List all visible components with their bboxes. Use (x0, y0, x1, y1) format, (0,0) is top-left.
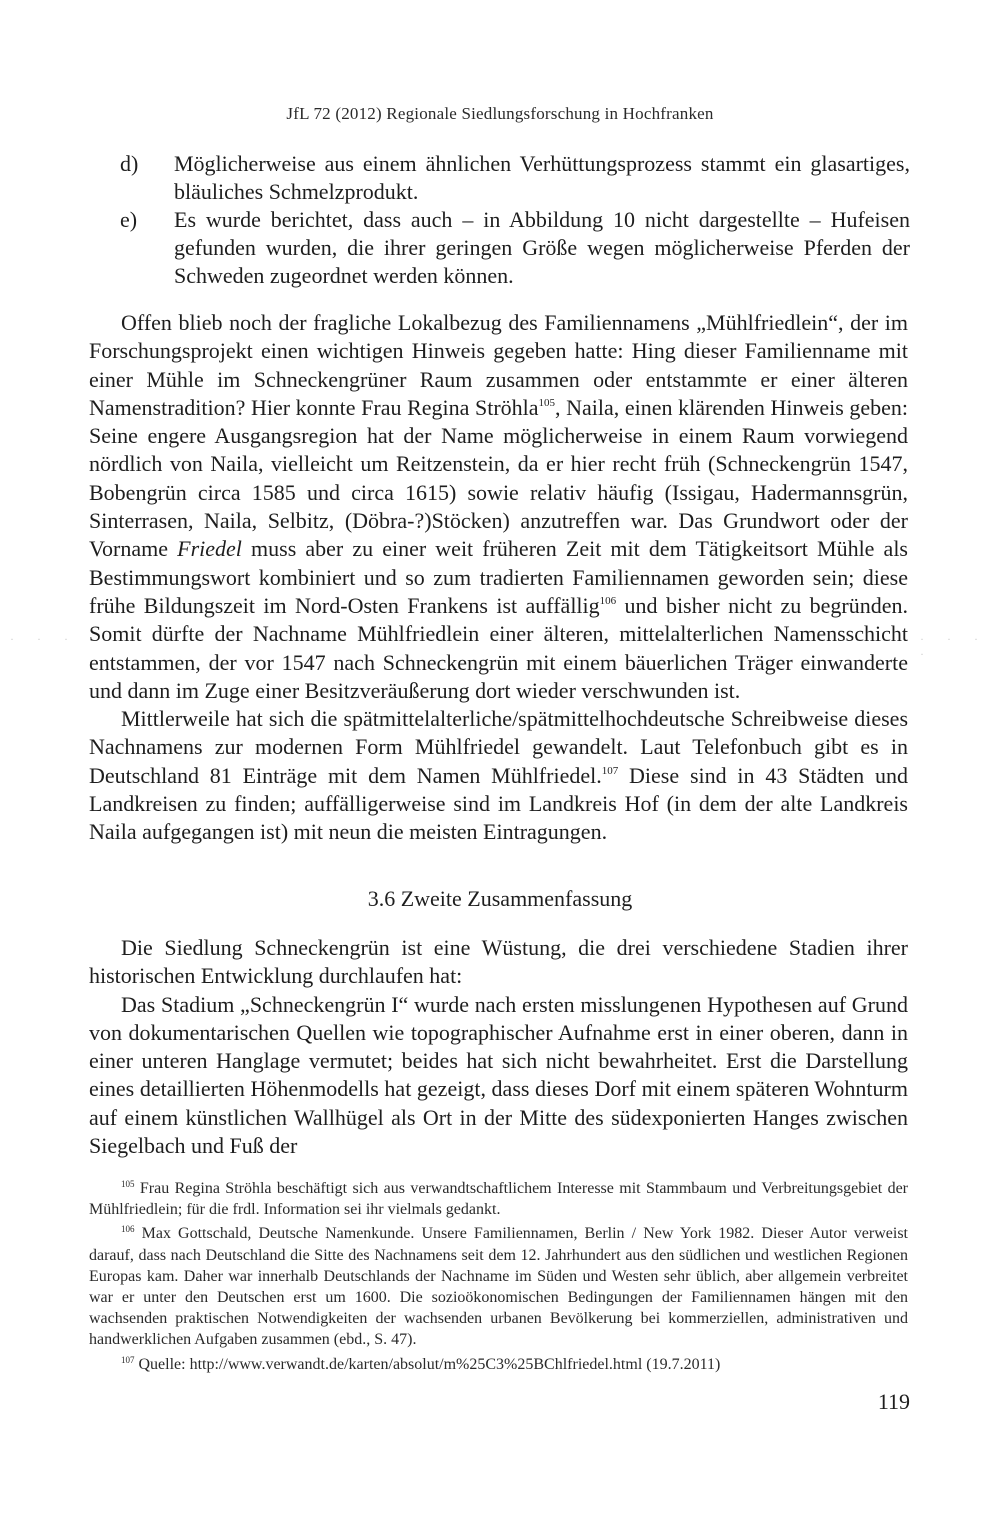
footnote (89, 1223, 908, 1350)
paragraph-summary-intro: Die Siedlung Schneckengrün ist eine Wüstung, die drei verschiedene Stadien ihrer historischen Entwicklung durchlaufen hat: (89, 935, 908, 989)
footnote-number: 106 (121, 1224, 135, 1235)
footnote-text: Max Gottschald, Deutsche Namenkunde. Unsere Familiennamen, Berlin / New York 1982. Dieser Autor verweist darauf, dass nach Deutschland die Sitte des Nachnamens seit dem 12. Jahrhundert aus den südlichen und westlichen Regionen Europas kam. Daher war innerhalb Deutschlands der Nachname im Süden und Westen sehr üblich, aber allgemein verbreitet war er unter den Deutschen erst um 1600. Die sozioökonomischen Bedingungen der Familiennamen hängen mit den wachsenden praktischen Notwendigkeiten der wachsenden urbanen Bevölkerung bei kommerziellen, administrativen und handwerklichen Aufgaben zusammen (ebd., S. 47). (89, 1225, 908, 1349)
footnote (89, 1354, 908, 1375)
footnote-number: 107 (121, 1354, 135, 1365)
footnote-ref: 106 (599, 594, 617, 607)
list-item (120, 150, 910, 206)
scan-edge-mark: · · · · (920, 632, 988, 661)
body-text-lower (89, 934, 908, 1160)
paragraph-modern-form (89, 705, 908, 846)
text-run: und bisher nicht zu begründen. Somit dürfte der Nachname Mühlfriedlein einer älteren, mittelalterlichen Namensschicht entstammen, der vor 1547 nach Schneckengrün mit einem bäuerlichen Träger einwanderte und dann im Zuge einer Besitzveräußerung dort wieder verschwunden ist. (89, 592, 909, 703)
footnote-number: 105 (121, 1179, 135, 1189)
text-run: Mittlerweile hat sich die spätmittelalterliche/spätmittelhochdeutsche Schreibweise dieses Nachnamens zur modernen Form Mühlfriedel gewandelt. Laut Telefonbuch gibt es in Deutschland 81 Einträge mit dem Namen Mühlfriedel. (89, 706, 908, 788)
footnote-ref: 105 (538, 396, 556, 409)
text-run: muss aber zu einer weit früheren Zeit mit dem Tätigkeitsort Mühle als Bestimmungswort kombiniert und so zum tradierten Familiennamen geworden sein; diese frühe Bildungszeit im Nord-Osten Frankens ist auffällig (89, 536, 908, 618)
paragraph-surname (89, 309, 908, 705)
section-heading: 3.6 Zweite Zusammenfassung (367, 886, 633, 911)
italic-term: Friedel (177, 536, 242, 562)
body-text-upper (89, 309, 908, 847)
text-run: Offen blieb noch der fragliche Lokalbezug des Familiennamens „Mühlfriedlein“, der im Forschungsprojekt einen wichtigen Hinweis gegeben hatte: Hing dieser Familienname mit einer Mühle im Schneckengrüner Raum zusammen oder entstammte er einer älteren Namenstradition? Hier konnte Frau Regina Ströhla (89, 310, 908, 420)
list-item (120, 206, 910, 290)
text-run: Diese sind in 43 Städten und Landkreisen zu finden; auffälligerweise sind im Landkreis Hof (in dem der alte Landkreis Naila aufgegangen ist) mit neun die meisten Eintragungen. (89, 762, 908, 845)
list-item-text: Es wurde berichtet, dass auch – in Abbildung 10 nicht dargestellte – Hufeisen gefunden wurden, die ihrer geringen Größe wegen möglicherweise Pferden der Schweden zugeordnet werden können. (174, 207, 910, 288)
page-number: 119 (877, 1389, 910, 1414)
list-marker: e) (120, 207, 138, 232)
list-item-text: Möglicherweise aus einem ähnlichen Verhüttungsprozess stammt ein glasartiges, bläuliches Schmelzprodukt. (174, 151, 910, 204)
enumerated-list (120, 150, 910, 290)
footnotes (89, 1178, 908, 1378)
text-run: , Naila, einen klärenden Hinweis geben: Seine engere Ausgangsregion hat der Name möglicherweise in einem Raum vorwiegend nördlich von Naila, vielleicht um Reitzenstein, da er hier recht früh (Schneckengrün 1547, Bobengrün circa 1585 und circa 1615) sowie relativ häufig (Issigau, Hadermannsgrün, Sinterrasen, Naila, Selbitz, (Döbra-?)Stöcken) anzutreffen war. Das Grundwort oder der Vorname (89, 394, 909, 562)
footnote-ref: 107 (601, 764, 619, 777)
footnote-text: Frau Regina Ströhla beschäftigt sich aus verwandtschaftlichem Interesse mit Stammbaum und Verbreitungsgebiet der Mühlfriedlein; für die frdl. Information sei ihr vielmals gedankt. (89, 1180, 908, 1219)
running-head: JfL 72 (2012) Regionale Siedlungsforschung in Hochfranken (286, 104, 714, 123)
scan-edge-mark: · · · (10, 632, 78, 646)
list-marker: d) (120, 151, 139, 176)
footnote-text: Quelle: http://www.verwandt.de/karten/absolut/m%25C3%25BChlfriedel.html (19.7.2011) (138, 1355, 721, 1373)
footnote (89, 1178, 908, 1220)
paragraph-stage-one: Das Stadium „Schneckengrün I“ wurde nach ersten misslungenen Hypothesen auf Grund von dokumentarischen Quellen wie topographischer Aufnahme erst in einer oberen, dann in einer unteren Hanglage vermutet; beides hat sich nicht bewahrheitet. Erst die Darstellung eines detaillierten Höhenmodells hat gezeigt, dass dieses Dorf mit einem späteren Wohnturm auf einem künstlichen Wallhügel als Ort in der Mitte des südexponierten Hanges zwischen Siegelbach und Fuß der (89, 991, 908, 1159)
